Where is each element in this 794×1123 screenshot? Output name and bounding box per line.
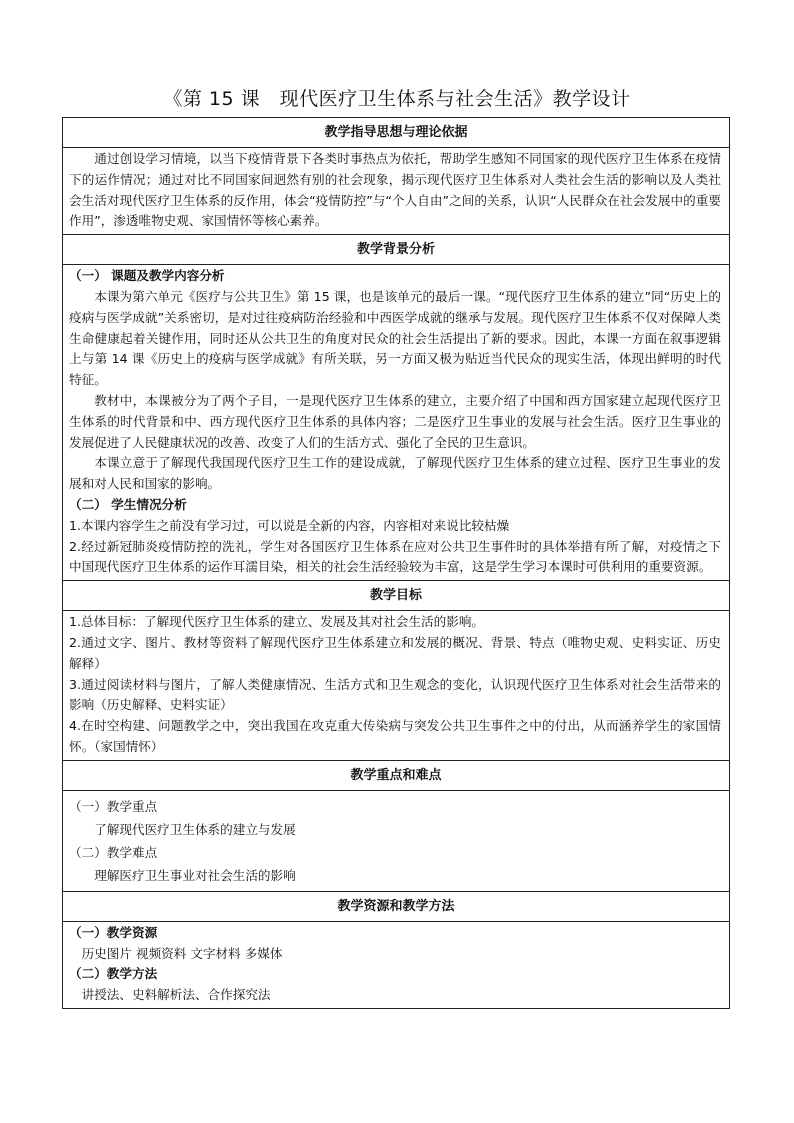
section-body-guiding-thought — [63, 147, 729, 234]
resources-text: 历史图片 视频资料 文字材料 多媒体 — [81, 945, 283, 961]
student-analysis-item-2: 2.经过新冠肺炎疫情防控的洗礼，学生对各国医疗卫生体系在应对公共卫生事件时的具体举措有所了解，对疫情之下中国现代医疗卫生体系的运作耳濡目染，相关的社会生活经验较为丰富，这是学生学习本课时可供利用的重要资源。 — [69, 538, 721, 575]
methods-text: 讲授法、史料解析法、合作探究法 — [81, 987, 271, 1003]
subheading-student-analysis: （二） 学生情况分析 — [69, 496, 187, 512]
key-point-text: 了解现代医疗卫生体系的建立与发展 — [94, 821, 296, 837]
objective-item-1: 1.总体目标：了解现代医疗卫生体系的建立、发展及其对社会生活的影响。 — [69, 614, 485, 630]
document-title: 《第 15 课 现代医疗卫生体系与社会生活》教学设计 — [163, 88, 631, 110]
subheading-content-analysis: （一） 课题及教学内容分析 — [69, 268, 225, 284]
guiding-thought-paragraph: 通过创设学习情境，以当下疫情背景下各类时事热点为依托，帮助学生感知不同国家的现代医疗卫生体系在疫情下的运作情况；通过对比不同国家间迥然有别的社会现象，揭示现代医疗卫生体系对人类社会生活的影响以及人类社会生活对现代医疗卫生体系的反作用，体会“疫情防控”与“个人自由”之间的关系，认识“人民群众在社会发展中的重要作用”，渗透唯物史观、家国情怀等核心素养。 — [69, 151, 721, 229]
difficulty-text: 理解医疗卫生事业对社会生活的影响 — [94, 867, 296, 883]
objective-item-2: 2.通过文字、图片、教材等资料了解现代医疗卫生体系建立和发展的概况、背景、特点（唯物史观、史料实证、历史解释） — [69, 634, 721, 671]
section-body-background — [63, 264, 729, 580]
student-analysis-item-1: 1.本课内容学生之前没有学习过，可以说是全新的内容，内容相对来说比较枯燥 — [69, 517, 510, 533]
subheading-methods: （二）教学方法 — [69, 966, 158, 982]
subheading-difficulty: （二）教学难点 — [69, 844, 158, 860]
content-analysis-paragraph-3: 本课立意于了解现代我国现代医疗卫生工作的建设成就，了解现代医疗卫生体系的建立过程、医疗卫生事业的发展和对人民和国家的影响。 — [69, 455, 721, 492]
section-body-resources-methods — [63, 921, 729, 1008]
lesson-plan-table — [62, 117, 730, 1009]
section-body-objectives — [63, 610, 729, 760]
section-heading-objectives: 教学目标 — [63, 580, 729, 610]
subheading-resources: （一）教学资源 — [69, 924, 158, 940]
content-analysis-paragraph-2: 教材中，本课被分为了两个子目，一是现代医疗卫生体系的建立，主要介绍了中国和西方国家建立起现代医疗卫生体系的时代背景和中、西方现代医疗卫生体系的具体内容；二是医疗卫生事业的发展与社会生活。医疗卫生事业的发展促进了人民健康状况的改善、改变了人们的生活方式、强化了全民的卫生意识。 — [69, 392, 721, 450]
content-analysis-paragraph-1: 本课为第六单元《医疗与公共卫生》第 15 课，也是该单元的最后一课。“现代医疗卫生体系的建立”同“历史上的疫病与医学成就”关系密切，是对过往疫病防治经验和中西医学成就的继承与发展。现代医疗卫生体系不仅对保障人类生命健康起着关键作用，同时还从公共卫生的角度对民众的社会生活提出了新的要求。因此，本课一方面在叙事逻辑上与第 14 课《历史上的疫病与医学成就》有所关联，另一方面又极为贴近当代民众的现实生活，体现出鲜明的时代特征。 — [69, 288, 721, 388]
subheading-key-point: （一）教学重点 — [69, 798, 158, 814]
section-heading-guiding-thought: 教学指导思想与理论依据 — [324, 125, 468, 140]
objective-item-4: 4.在时空构建、问题教学之中，突出我国在攻克重大传染病与突发公共卫生事件之中的付出，从而涵养学生的家国情怀。（家国情怀） — [69, 718, 721, 754]
section-heading-key-points: 教学重点和难点 — [63, 760, 729, 790]
section-heading-background: 教学背景分析 — [63, 234, 729, 264]
objective-item-3: 3.通过阅读材料与图片，了解人类健康情况、生活方式和卫生观念的变化，认识现代医疗卫生体系对社会生活带来的影响（历史解释、史料实证） — [69, 676, 721, 713]
section-body-key-points — [63, 790, 729, 891]
section-heading-resources-methods: 教学资源和教学方法 — [63, 891, 729, 921]
